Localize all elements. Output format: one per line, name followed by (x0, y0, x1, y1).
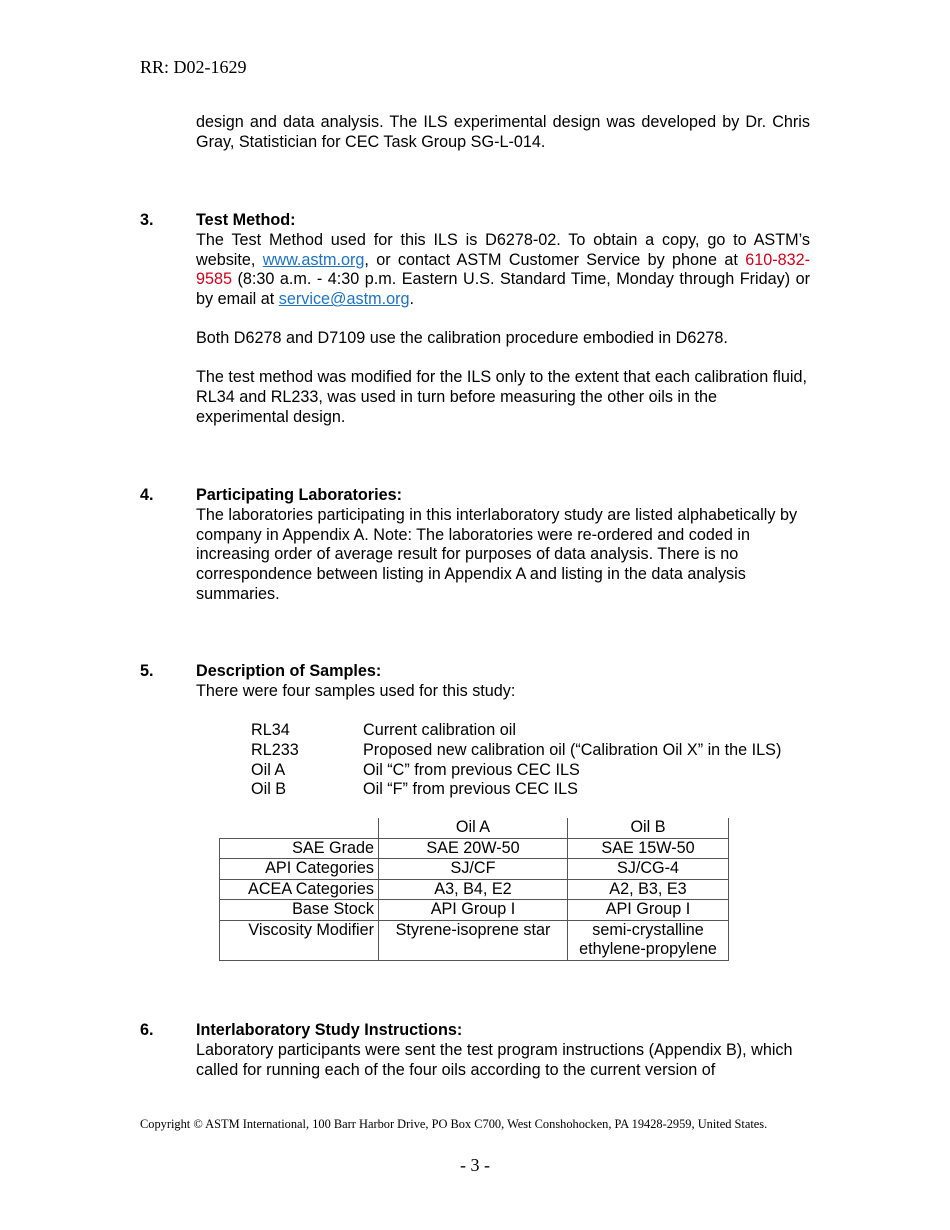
sample-code: RL34 (251, 721, 290, 739)
column-header-oil-b: Oil B (568, 818, 729, 838)
sample-description: Oil “C” from previous CEC ILS (363, 760, 580, 779)
section-5-number: 5. (140, 662, 154, 680)
list-item (251, 761, 781, 781)
section-3-text-c: (8:30 a.m. - 4:30 p.m. Eastern U.S. Standard Time, Monday through Friday) or by email at (196, 270, 810, 309)
table-row (220, 920, 729, 960)
section-5-paragraph: There were four samples used for this study: (196, 681, 516, 700)
row-label: Base Stock (220, 900, 379, 921)
table-cell: A2, B3, E3 (568, 879, 729, 900)
section-3-text-d: . (409, 290, 414, 309)
email-link[interactable]: service@astm.org (278, 290, 410, 309)
table-cell: A3, B4, E2 (379, 879, 568, 900)
page-number: - 3 - (460, 1155, 490, 1175)
sample-code: Oil A (251, 760, 286, 779)
intro-paragraph: design and data analysis. The ILS experimental design was developed by Dr. Chris Gray, Statistician for CEC Task Group SG-L-014. (196, 113, 810, 151)
table-row (220, 900, 729, 921)
section-5-title: Description of Samples: (196, 662, 382, 680)
section-4-number: 4. (140, 486, 154, 504)
row-label: ACEA Categories (220, 879, 379, 900)
section-6-paragraph: Laboratory participants were sent the test program instructions (Appendix B), which called for running each of the four oils according to the current version of (196, 1040, 793, 1079)
table-cell: SAE 20W-50 (379, 838, 568, 859)
section-5-body (196, 662, 810, 702)
row-label: Viscosity Modifier (220, 920, 379, 960)
astm-website-link[interactable]: www.astm.org (262, 250, 365, 269)
table-row (220, 879, 729, 900)
table-row (220, 859, 729, 880)
section-6-number: 6. (140, 1021, 154, 1039)
table-cell: SJ/CF (379, 859, 568, 880)
section-6-title: Interlaboratory Study Instructions: (196, 1021, 463, 1039)
samples-list (251, 721, 781, 800)
table-cell-line-1: semi-crystalline (592, 920, 704, 939)
phone-number: 610-832-9585 (196, 250, 810, 289)
sample-description: Oil “F” from previous CEC ILS (363, 780, 578, 799)
section-3-text-a: The Test Method used for this ILS is D6278-02. To obtain a copy, go to ASTM’s website, (196, 230, 810, 269)
report-id-header: RR: D02-1629 (140, 57, 247, 77)
table-row (220, 838, 729, 859)
section-3-title: Test Method: (196, 211, 296, 229)
sample-description: Proposed new calibration oil (“Calibration Oil X” in the ILS) (363, 740, 782, 759)
table-header-row (220, 818, 729, 838)
table-cell: SAE 15W-50 (568, 838, 729, 859)
section-3-body (196, 211, 810, 310)
section-4-paragraph: The laboratories participating in this interlaboratory study are listed alphabetically by company in Appendix A. Note: The laboratories were re-ordered and coded in increasing order of average result for purposes of data analysis. There is no correspondence between listing in Appendix A and listing in the data analysis summaries. (196, 505, 798, 603)
sample-code: RL233 (251, 740, 299, 759)
table-cell-line-2: ethylene-propylene (579, 940, 717, 958)
section-3-number: 3. (140, 211, 154, 229)
section-4-title: Participating Laboratories: (196, 486, 402, 504)
section-3-text-b: , or contact ASTM Customer Service by phone at (364, 250, 746, 269)
sample-description: Current calibration oil (363, 721, 516, 739)
table-cell (568, 920, 729, 960)
row-label: API Categories (220, 859, 379, 880)
section-3-paragraph-3: The test method was modified for the ILS only to the extent that each calibration fluid, RL34 and RL233, was used in turn before measuring the other oils in the experimental design. (196, 368, 807, 426)
column-header-oil-a: Oil A (379, 818, 568, 838)
section-4-body (196, 486, 810, 605)
table-cell: SJ/CG-4 (568, 859, 729, 880)
section-3-paragraph-2: Both D6278 and D7109 use the calibration procedure embodied in D6278. (196, 329, 728, 347)
section-6-body (196, 1021, 810, 1080)
row-label: SAE Grade (220, 838, 379, 859)
table-cell: API Group I (568, 900, 729, 921)
oil-properties-table (219, 818, 729, 961)
table-cell: Styrene-isoprene star (379, 920, 568, 960)
list-item (251, 780, 781, 800)
table-cell: API Group I (379, 900, 568, 921)
sample-code: Oil B (251, 780, 287, 799)
list-item (251, 741, 781, 761)
list-item (251, 721, 781, 741)
copyright-footer: Copyright © ASTM International, 100 Barr Harbor Drive, PO Box C700, West Conshohocken, PA 19428-2959, United States. (140, 1117, 768, 1131)
table-corner-cell (220, 818, 379, 838)
